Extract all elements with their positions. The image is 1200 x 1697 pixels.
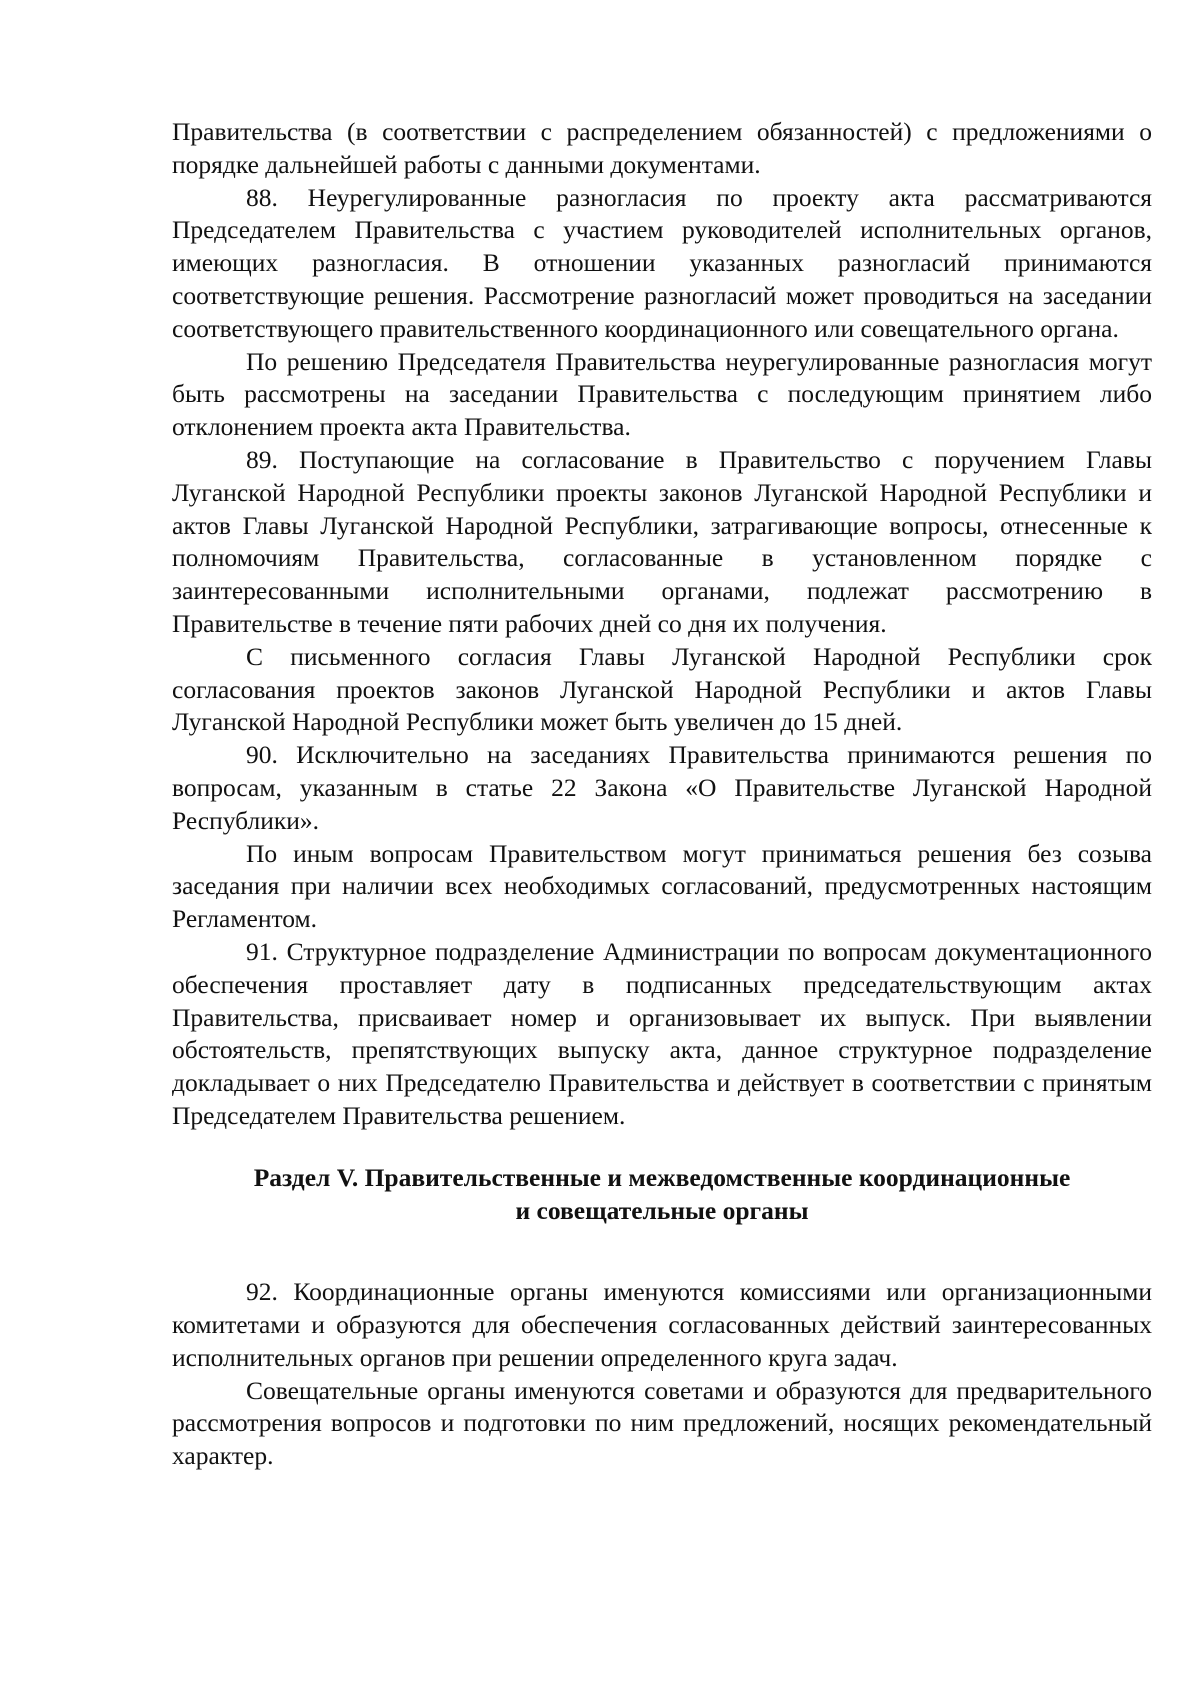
paragraph-91: 91. Структурное подразделение Администрации по вопросам документационного обеспечения проставляет дату в подписанных председательствующим актах Правительства, присваивает номер и организовывает их выпуск. При выявлении обстоятельств, препятствующих выпуску акта, данное структурное подразделение докладывает о них Председателю Правительства и действует в соответствии с принятым Председателем Правительства решением. — [172, 936, 1152, 1130]
section-heading — [172, 1162, 1152, 1228]
paragraph-90: 90. Исключительно на заседаниях Правительства принимаются решения по вопросам, указанным в статье 22 Закона «О Правительстве Луганской Народной Республики». — [172, 740, 1152, 835]
paragraph-92: 92. Координационные органы именуются комиссиями или организационными комитетами и образуются для обеспечения согласованных действий заинтересованных исполнительных органов при решении определенного круга задач. — [172, 1277, 1152, 1372]
section-heading-line-2: и совещательные органы — [515, 1195, 809, 1225]
document-page — [172, 116, 1152, 1473]
paragraph-88: 88. Неурегулированные разногласия по проекту акта рассматриваются Председателем Правительства с участием руководителей исполнительных органов, имеющих разногласия. В отношении указанных разногласий принимаются соответствующие решения. Рассмотрение разногласий может проводиться на заседании соответствующего правительственного координационного или совещательного органа. — [172, 182, 1152, 343]
paragraph-89: 89. Поступающие на согласование в Правительство с поручением Главы Луганской Народной Республики проекты законов Луганской Народной Республики и актов Главы Луганской Народной Республики, затрагивающие вопросы, отнесенные к полномочиям Правительства, согласованные в установленном порядке с заинтересованными исполнительными органами, подлежат рассмотрению в Правительстве в течение пяти рабочих дней со дня их получения. — [172, 444, 1152, 638]
paragraph-90-other-questions: По иным вопросам Правительством могут приниматься решения без созыва заседания при наличии всех необходимых согласований, предусмотренных настоящим Регламентом. — [172, 838, 1152, 934]
paragraph-88-chairman-decision: По решению Председателя Правительства неурегулированные разногласия могут быть рассмотрены на заседании Правительства с последующим принятием либо отклонением проекта акта Правительства. — [172, 346, 1152, 442]
paragraph-89-extension: С письменного согласия Главы Луганской Народной Республики срок согласования проектов законов Луганской Народной Республики и актов Главы Луганской Народной Республики может быть увеличен до 15 дней. — [172, 641, 1152, 737]
paragraph-continuation: Правительства (в соответствии с распределением обязанностей) с предложениями о порядке дальнейшей работы с данными документами. — [172, 117, 1152, 179]
section-heading-line-1: Раздел V. Правительственные и межведомственные координационные — [253, 1162, 1071, 1192]
paragraph-92-advisory-bodies: Совещательные органы именуются советами и образуются для предварительного рассмотрения вопросов и подготовки по ним предложений, носящих рекомендательный характер. — [172, 1375, 1152, 1471]
